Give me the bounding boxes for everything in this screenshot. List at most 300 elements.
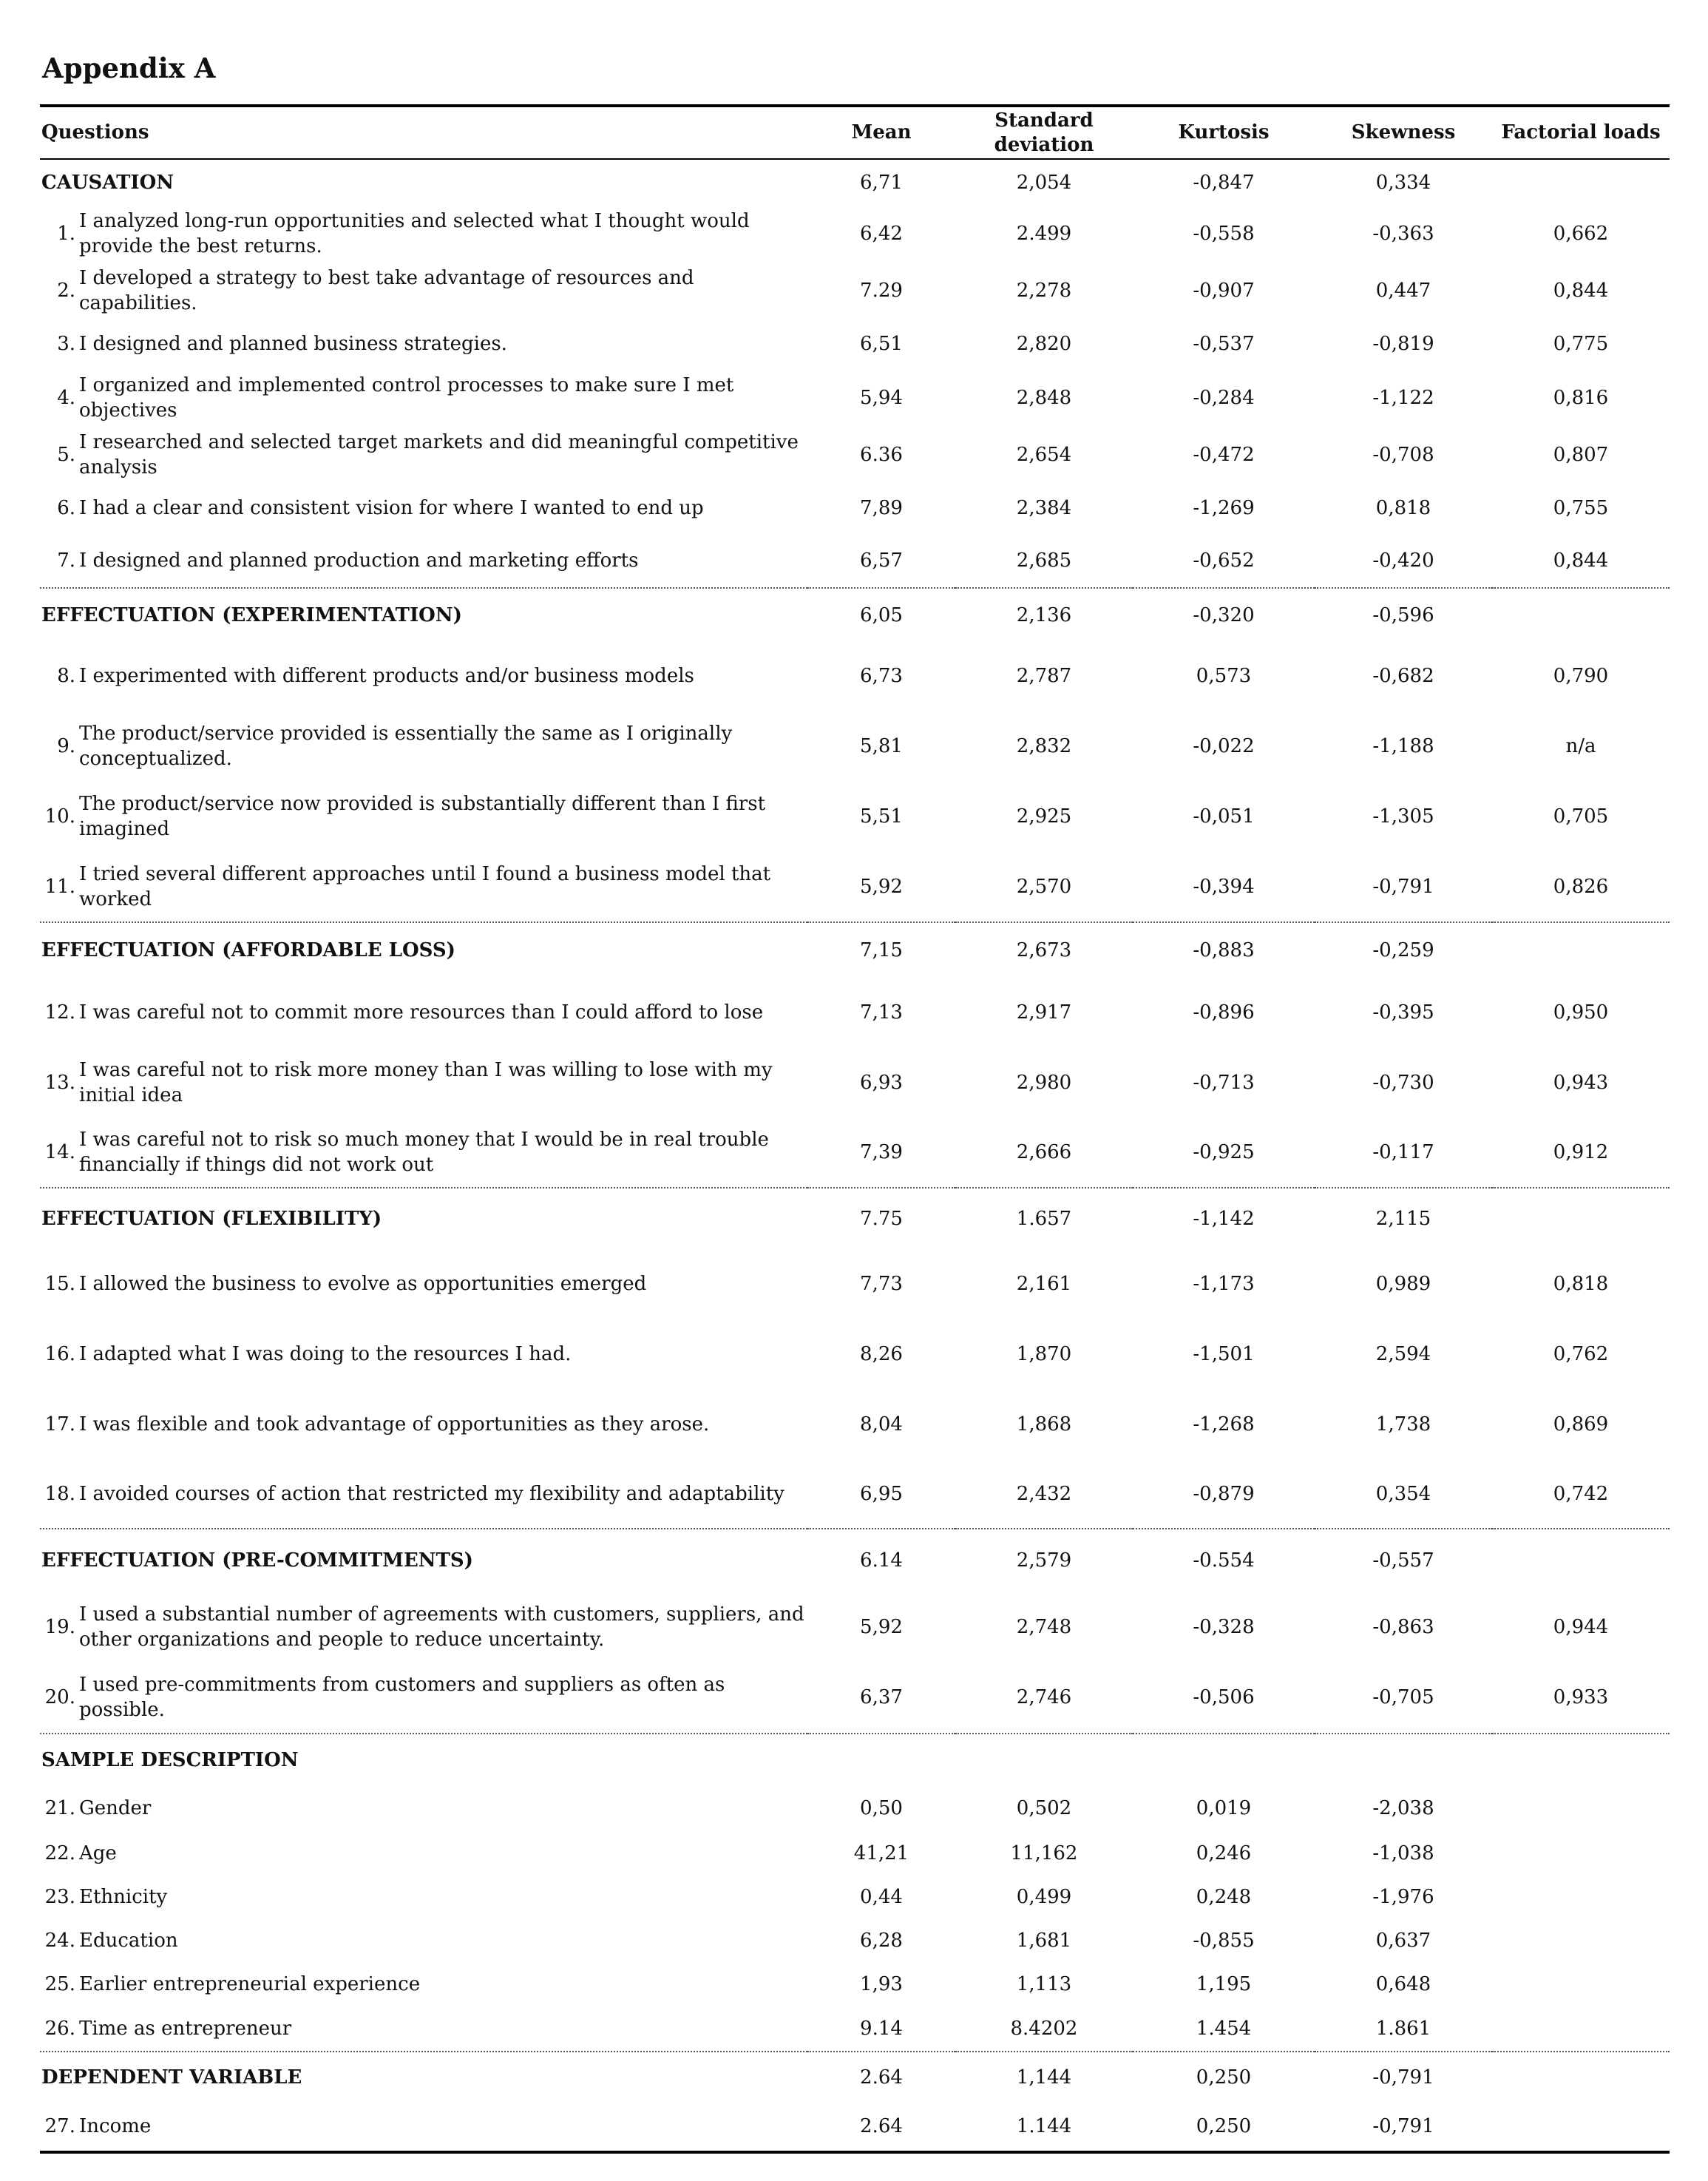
table-row — [40, 1459, 1670, 1529]
cell-skewness: 0,447 — [1375, 279, 1431, 302]
header-row — [40, 106, 1670, 159]
group-row — [40, 159, 1670, 205]
question-text: Ethnicity — [79, 1885, 168, 1908]
cell-kurtosis: 1.454 — [1133, 2006, 1315, 2052]
question-cell — [40, 2006, 807, 2052]
question-cell — [40, 641, 807, 711]
cell-mean: 6,93 — [860, 1071, 903, 1094]
question-text: Income — [79, 2115, 152, 2137]
cell-mean: 2.64 — [860, 2066, 903, 2089]
cell-mean: 6.14 — [860, 1549, 903, 1572]
group-name: EFFECTUATION (AFFORDABLE LOSS) — [41, 939, 455, 961]
table-row — [40, 483, 1670, 533]
question-text: I was flexible and took advantage of opportunities as they arose. — [79, 1413, 710, 1436]
cell-kurtosis: -0,713 — [1193, 1071, 1255, 1094]
group-name: DEPENDENT VARIABLE — [41, 2066, 302, 2089]
table-row — [40, 781, 1670, 851]
cell-kurtosis: -1,142 — [1193, 1207, 1255, 1230]
cell-sd: 2,917 — [1016, 1001, 1072, 1024]
cell-skewness: -0,557 — [1372, 1549, 1434, 1572]
group-name: SAMPLE DESCRIPTION — [41, 1748, 299, 1771]
cell-kurtosis: -0,472 — [1193, 443, 1255, 466]
cell-mean: 7,13 — [860, 1001, 903, 1024]
header-standard-deviation — [955, 106, 1133, 159]
question-number: 5. — [57, 443, 75, 466]
cell-mean: 6.36 — [860, 443, 903, 466]
group-row — [40, 1188, 1670, 1248]
cell-loads: 0,742 — [1492, 1459, 1670, 1529]
cell-mean: 5,81 — [860, 734, 903, 757]
cell-skewness: -1,122 — [1372, 386, 1434, 409]
cell-skewness: -0,259 — [1372, 939, 1434, 961]
table-row — [40, 262, 1670, 319]
group-row — [40, 2052, 1670, 2102]
cell-skewness: -0,791 — [1372, 2066, 1434, 2089]
question-cell — [40, 851, 807, 922]
question-text: I used pre-commitments from customers and suppliers as often as possible. — [79, 1674, 725, 1721]
cell-skewness: -0,420 — [1315, 533, 1492, 588]
question-text: I researched and selected target markets and did meaningful competitive analysis — [79, 430, 799, 479]
cell-sd: 2,161 — [1016, 1272, 1072, 1295]
question-text: Education — [79, 1929, 178, 1952]
cell-sd: 1.657 — [1016, 1207, 1072, 1230]
cell-skewness — [1315, 1734, 1492, 1785]
question-cell — [40, 1459, 807, 1529]
cell-kurtosis: -0,394 — [1133, 851, 1315, 922]
question-cell — [40, 262, 807, 319]
cell-mean: 0,50 — [860, 1797, 903, 1819]
cell-sd: 2,654 — [1016, 443, 1072, 466]
question-cell — [40, 2102, 807, 2152]
cell-loads — [1492, 1875, 1670, 1918]
cell-skewness: -0,730 — [1372, 1071, 1434, 1094]
cell-kurtosis: -1,269 — [1193, 497, 1255, 519]
cell-loads: 0,662 — [1553, 222, 1609, 245]
cell-loads: 0,755 — [1553, 497, 1609, 519]
cell-loads: 0,790 — [1553, 665, 1609, 687]
cell-kurtosis: -0,051 — [1193, 805, 1255, 828]
question-text: I experimented with different products and/or business models — [79, 665, 694, 687]
question-cell — [40, 369, 807, 426]
question-cell — [40, 1662, 807, 1734]
cell-skewness: 0,648 — [1375, 1972, 1431, 1995]
header-questions: Questions — [40, 106, 807, 159]
group-name: EFFECTUATION (PRE-COMMITMENTS) — [41, 1549, 473, 1572]
cell-mean: 7.29 — [860, 279, 903, 302]
question-number: 13. — [44, 1071, 75, 1094]
cell-sd — [955, 1734, 1133, 1785]
question-cell — [40, 1962, 807, 2006]
cell-mean: 6,05 — [860, 603, 903, 626]
cell-skewness: -2,038 — [1372, 1797, 1434, 1819]
cell-skewness: -0,819 — [1372, 333, 1434, 355]
group-row — [40, 1734, 1670, 1785]
cell-loads — [1492, 1734, 1670, 1785]
cell-loads: 0,933 — [1492, 1662, 1670, 1734]
cell-loads: 0,844 — [1553, 279, 1609, 302]
cell-sd: 2,746 — [955, 1662, 1133, 1734]
table-row — [40, 1875, 1670, 1918]
cell-loads: 0,944 — [1553, 1615, 1609, 1638]
question-text: I was careful not to risk more money than I was willing to lose with my initial idea — [79, 1058, 773, 1106]
table-row — [40, 1785, 1670, 1831]
cell-kurtosis: -0,879 — [1133, 1459, 1315, 1529]
question-text: The product/service now provided is substantially different than I first imagined — [79, 792, 766, 840]
question-text: I was careful not to commit more resources than I could afford to lose — [79, 1001, 764, 1024]
question-text: I avoided courses of action that restricted my flexibility and adaptability — [79, 1482, 784, 1505]
question-number: 19. — [44, 1615, 75, 1638]
question-cell — [40, 1785, 807, 1831]
cell-loads — [1492, 588, 1670, 641]
table-row — [40, 851, 1670, 922]
cell-kurtosis: -0,896 — [1193, 1001, 1255, 1024]
cell-loads: 0,818 — [1553, 1272, 1609, 1295]
cell-kurtosis: 0,573 — [1196, 665, 1252, 687]
cell-skewness: -0,791 — [1315, 851, 1492, 922]
cell-sd: 2,925 — [1016, 805, 1072, 828]
question-number: 25. — [44, 1972, 75, 1995]
cell-kurtosis: -0,022 — [1193, 734, 1255, 757]
question-number: 11. — [44, 875, 75, 898]
question-number: 8. — [57, 665, 75, 687]
cell-kurtosis: -1,501 — [1193, 1342, 1255, 1365]
table-row — [40, 1592, 1670, 1662]
cell-loads — [1492, 1918, 1670, 1962]
header-sd-line2: deviation — [994, 133, 1094, 156]
question-text: Gender — [79, 1797, 152, 1819]
question-cell — [40, 1389, 807, 1459]
question-number: 1. — [57, 222, 75, 245]
cell-skewness: -0,117 — [1315, 1117, 1492, 1188]
cell-kurtosis: -0,855 — [1193, 1929, 1255, 1952]
question-cell — [40, 1248, 807, 1319]
table-row — [40, 641, 1670, 711]
cell-sd: 2,980 — [1016, 1071, 1072, 1094]
cell-kurtosis — [1133, 1734, 1315, 1785]
question-number: 7. — [57, 549, 75, 572]
cell-mean: 41,21 — [853, 1842, 909, 1864]
question-number: 2. — [57, 279, 75, 302]
cell-kurtosis: 0,246 — [1196, 1842, 1252, 1864]
cell-sd: 0,502 — [1016, 1797, 1072, 1819]
table-row — [40, 1918, 1670, 1962]
cell-loads: 0,775 — [1553, 333, 1609, 355]
question-number: 23. — [44, 1885, 75, 1908]
cell-sd: 2,570 — [955, 851, 1133, 922]
cell-mean: 5,94 — [860, 386, 903, 409]
cell-sd: 0,499 — [1016, 1885, 1072, 1908]
cell-kurtosis: -0,537 — [1193, 333, 1255, 355]
cell-sd: 2,787 — [1016, 665, 1072, 687]
cell-sd: 2,579 — [1016, 1549, 1072, 1572]
table-row — [40, 1962, 1670, 2006]
cell-mean: 5,92 — [860, 1615, 903, 1638]
cell-sd: 11,162 — [1010, 1842, 1078, 1864]
question-number: 4. — [57, 386, 75, 409]
cell-loads: 0,826 — [1492, 851, 1670, 922]
question-text: I adapted what I was doing to the resources I had. — [79, 1342, 572, 1365]
cell-loads — [1492, 1831, 1670, 1875]
question-cell — [40, 1831, 807, 1875]
question-text: Time as entrepreneur — [79, 2017, 292, 2040]
cell-skewness: -0,363 — [1372, 222, 1434, 245]
table-row — [40, 978, 1670, 1047]
cell-kurtosis: -0,847 — [1193, 171, 1255, 194]
header-factorial-loads: Factorial loads — [1492, 106, 1670, 159]
question-cell — [40, 781, 807, 851]
cell-sd: 2,820 — [1016, 333, 1072, 355]
cell-mean: 8,04 — [860, 1413, 903, 1436]
question-cell — [40, 533, 807, 588]
cell-skewness: 2,594 — [1375, 1342, 1431, 1365]
cell-skewness: -1,976 — [1372, 1885, 1434, 1908]
cell-sd: 1,144 — [1016, 2066, 1072, 2089]
question-cell — [40, 319, 807, 369]
cell-mean: 8,26 — [860, 1342, 903, 1365]
cell-loads — [1492, 1785, 1670, 1831]
cell-kurtosis: 0,019 — [1196, 1797, 1252, 1819]
question-number: 15. — [44, 1272, 75, 1295]
cell-skewness: -0,682 — [1372, 665, 1434, 687]
question-text: I was careful not to risk so much money that I would be in real trouble financially if things did not work out — [79, 1129, 769, 1176]
question-cell — [40, 1592, 807, 1662]
cell-sd: 1,681 — [1016, 1929, 1072, 1952]
cell-kurtosis: -0,328 — [1193, 1615, 1255, 1638]
cell-skewness: -1,188 — [1372, 734, 1434, 757]
question-cell — [40, 978, 807, 1047]
question-number: 10. — [44, 805, 75, 828]
question-cell — [40, 483, 807, 533]
cell-skewness: 0,989 — [1375, 1272, 1431, 1295]
cell-sd: 8.4202 — [955, 2006, 1133, 2052]
cell-mean: 6,37 — [807, 1662, 955, 1734]
table-row — [40, 369, 1670, 426]
cell-mean: 6,95 — [807, 1459, 955, 1529]
question-cell — [40, 205, 807, 262]
cell-sd: 2,666 — [955, 1117, 1133, 1188]
table-row — [40, 1047, 1670, 1117]
question-cell — [40, 1047, 807, 1117]
cell-kurtosis: -0,652 — [1133, 533, 1315, 588]
cell-sd: 1,870 — [1016, 1342, 1072, 1365]
cell-loads — [1492, 1962, 1670, 2006]
cell-kurtosis: 1,195 — [1196, 1972, 1252, 1995]
cell-kurtosis: -0,284 — [1193, 386, 1255, 409]
cell-kurtosis: -0,320 — [1193, 603, 1255, 626]
group-row — [40, 588, 1670, 641]
question-text: I designed and planned production and marketing efforts — [79, 549, 639, 572]
cell-sd: 2,673 — [1016, 939, 1072, 961]
cell-mean: 6,71 — [860, 171, 903, 194]
table-row — [40, 1831, 1670, 1875]
question-number: 3. — [57, 333, 75, 355]
cell-skewness: 1.861 — [1315, 2006, 1492, 2052]
cell-loads — [1492, 2052, 1670, 2102]
group-name: CAUSATION — [41, 171, 174, 194]
cell-loads — [1492, 159, 1670, 205]
cell-skewness: 2,115 — [1375, 1207, 1431, 1230]
cell-skewness: 0,334 — [1375, 171, 1431, 194]
cell-loads: 0,950 — [1553, 1001, 1609, 1024]
cell-sd: 1,113 — [1016, 1972, 1072, 1995]
cell-kurtosis: 0,250 — [1133, 2102, 1315, 2152]
cell-skewness: 0,637 — [1375, 1929, 1431, 1952]
cell-sd: 2,136 — [1016, 603, 1072, 626]
cell-mean: 6,28 — [860, 1929, 903, 1952]
question-number: 18. — [44, 1482, 75, 1505]
question-text: The product/service provided is essentially the same as I originally conceptualized. — [79, 722, 733, 770]
question-text: I designed and planned business strategies. — [79, 333, 507, 355]
cell-kurtosis: -0,925 — [1133, 1117, 1315, 1188]
cell-sd: 2,748 — [1016, 1615, 1072, 1638]
question-number: 12. — [44, 1001, 75, 1024]
cell-loads: 0,844 — [1492, 533, 1670, 588]
question-cell — [40, 711, 807, 781]
question-text: I developed a strategy to best take advantage of resources and capabilities. — [79, 266, 694, 314]
table-row — [40, 1319, 1670, 1389]
question-cell — [40, 426, 807, 483]
question-number: 9. — [57, 734, 75, 757]
cell-loads: 0,816 — [1553, 386, 1609, 409]
cell-skewness: -0,395 — [1372, 1001, 1434, 1024]
cell-sd: 2.499 — [1016, 222, 1072, 245]
question-number: 26. — [44, 2017, 75, 2040]
cell-loads — [1492, 1529, 1670, 1592]
question-cell — [40, 1918, 807, 1962]
cell-kurtosis: 0,248 — [1196, 1885, 1252, 1908]
cell-kurtosis: -0,506 — [1133, 1662, 1315, 1734]
cell-sd: 2,432 — [955, 1459, 1133, 1529]
question-text: Earlier entrepreneurial experience — [79, 1972, 421, 1995]
cell-sd: 2,848 — [1016, 386, 1072, 409]
cell-loads — [1492, 1188, 1670, 1248]
cell-loads: 0,869 — [1553, 1413, 1609, 1436]
cell-skewness: -0,708 — [1372, 443, 1434, 466]
cell-mean: 7,73 — [860, 1272, 903, 1295]
cell-mean: 2.64 — [807, 2102, 955, 2152]
cell-mean: 0,44 — [860, 1885, 903, 1908]
cell-mean: 6,57 — [807, 533, 955, 588]
cell-sd: 2,054 — [1016, 171, 1072, 194]
table-row — [40, 205, 1670, 262]
question-cell — [40, 1319, 807, 1389]
cell-loads: 0,912 — [1492, 1117, 1670, 1188]
group-name: EFFECTUATION (EXPERIMENTATION) — [41, 603, 462, 626]
header-sd-line1: Standard — [994, 109, 1094, 132]
cell-loads — [1492, 922, 1670, 978]
header-skewness: Skewness — [1315, 106, 1492, 159]
question-number: 17. — [44, 1413, 75, 1436]
cell-sd: 1.144 — [955, 2102, 1133, 2152]
table-row — [40, 1117, 1670, 1188]
question-text: I used a substantial number of agreements with customers, suppliers, and other organizations and people to reduce uncertainty. — [79, 1603, 804, 1651]
cell-loads — [1492, 2006, 1670, 2052]
group-name: EFFECTUATION (FLEXIBILITY) — [41, 1207, 382, 1230]
question-number: 6. — [57, 497, 75, 519]
question-number: 16. — [44, 1342, 75, 1365]
table-row — [40, 533, 1670, 588]
cell-loads: n/a — [1565, 734, 1596, 757]
cell-sd: 2,832 — [1016, 734, 1072, 757]
question-cell — [40, 1117, 807, 1188]
cell-mean: 7,89 — [860, 497, 903, 519]
question-text: I allowed the business to evolve as opportunities emerged — [79, 1272, 647, 1295]
table-row — [40, 1389, 1670, 1459]
cell-kurtosis: -1,173 — [1193, 1272, 1255, 1295]
cell-skewness: -0,705 — [1315, 1662, 1492, 1734]
cell-loads — [1492, 2102, 1670, 2152]
cell-skewness: 1,738 — [1375, 1413, 1431, 1436]
cell-sd: 2,384 — [1016, 497, 1072, 519]
cell-sd: 2,278 — [1016, 279, 1072, 302]
cell-mean: 7,39 — [807, 1117, 955, 1188]
cell-kurtosis: -1,268 — [1193, 1413, 1255, 1436]
table-row — [40, 1248, 1670, 1319]
question-text: I tried several different approaches until I found a business model that worked — [79, 862, 771, 910]
cell-mean: 7.75 — [860, 1207, 903, 1230]
cell-loads: 0,705 — [1553, 805, 1609, 828]
cell-kurtosis: -0,883 — [1193, 939, 1255, 961]
cell-kurtosis: -0,558 — [1193, 222, 1255, 245]
cell-kurtosis: -0,907 — [1193, 279, 1255, 302]
header-kurtosis: Kurtosis — [1133, 106, 1315, 159]
question-text: I analyzed long-run opportunities and selected what I thought would provide the best returns. — [79, 209, 750, 257]
question-number: 21. — [44, 1797, 75, 1819]
cell-skewness: -0,863 — [1372, 1615, 1434, 1638]
table-row — [40, 2102, 1670, 2152]
cell-skewness: 0,354 — [1315, 1459, 1492, 1529]
cell-mean: 6,51 — [860, 333, 903, 355]
statistics-table — [40, 104, 1670, 2154]
cell-loads: 0,943 — [1553, 1071, 1609, 1094]
cell-mean: 5,92 — [807, 851, 955, 922]
cell-skewness: -1,038 — [1372, 1842, 1434, 1864]
table-row — [40, 319, 1670, 369]
question-text: I had a clear and consistent vision for where I wanted to end up — [79, 497, 704, 519]
question-number: 27. — [44, 2115, 75, 2137]
cell-mean: 7,15 — [860, 939, 903, 961]
question-number: 14. — [44, 1141, 75, 1163]
cell-mean — [807, 1734, 955, 1785]
cell-mean: 1,93 — [860, 1972, 903, 1995]
cell-skewness: 0,818 — [1375, 497, 1431, 519]
cell-mean: 9.14 — [807, 2006, 955, 2052]
table-row — [40, 1662, 1670, 1734]
cell-mean: 6,73 — [860, 665, 903, 687]
table-row — [40, 2006, 1670, 2052]
cell-mean: 6,42 — [860, 222, 903, 245]
question-number: 22. — [44, 1842, 75, 1864]
cell-loads: 0,762 — [1553, 1342, 1609, 1365]
cell-kurtosis: 0,250 — [1196, 2066, 1252, 2089]
question-number: 24. — [44, 1929, 75, 1952]
cell-skewness: -0,791 — [1315, 2102, 1492, 2152]
cell-skewness: -0,596 — [1372, 603, 1434, 626]
group-row — [40, 1529, 1670, 1592]
cell-skewness: -1,305 — [1372, 805, 1434, 828]
cell-loads: 0,807 — [1553, 443, 1609, 466]
header-mean: Mean — [807, 106, 955, 159]
question-number: 20. — [44, 1686, 75, 1708]
question-text: Age — [79, 1842, 117, 1864]
table-row — [40, 426, 1670, 483]
cell-mean: 5,51 — [860, 805, 903, 828]
cell-kurtosis: -0.554 — [1193, 1549, 1255, 1572]
cell-sd: 1,868 — [1016, 1413, 1072, 1436]
cell-sd: 2,685 — [955, 533, 1133, 588]
table-row — [40, 711, 1670, 781]
appendix-title: Appendix A — [42, 52, 216, 84]
